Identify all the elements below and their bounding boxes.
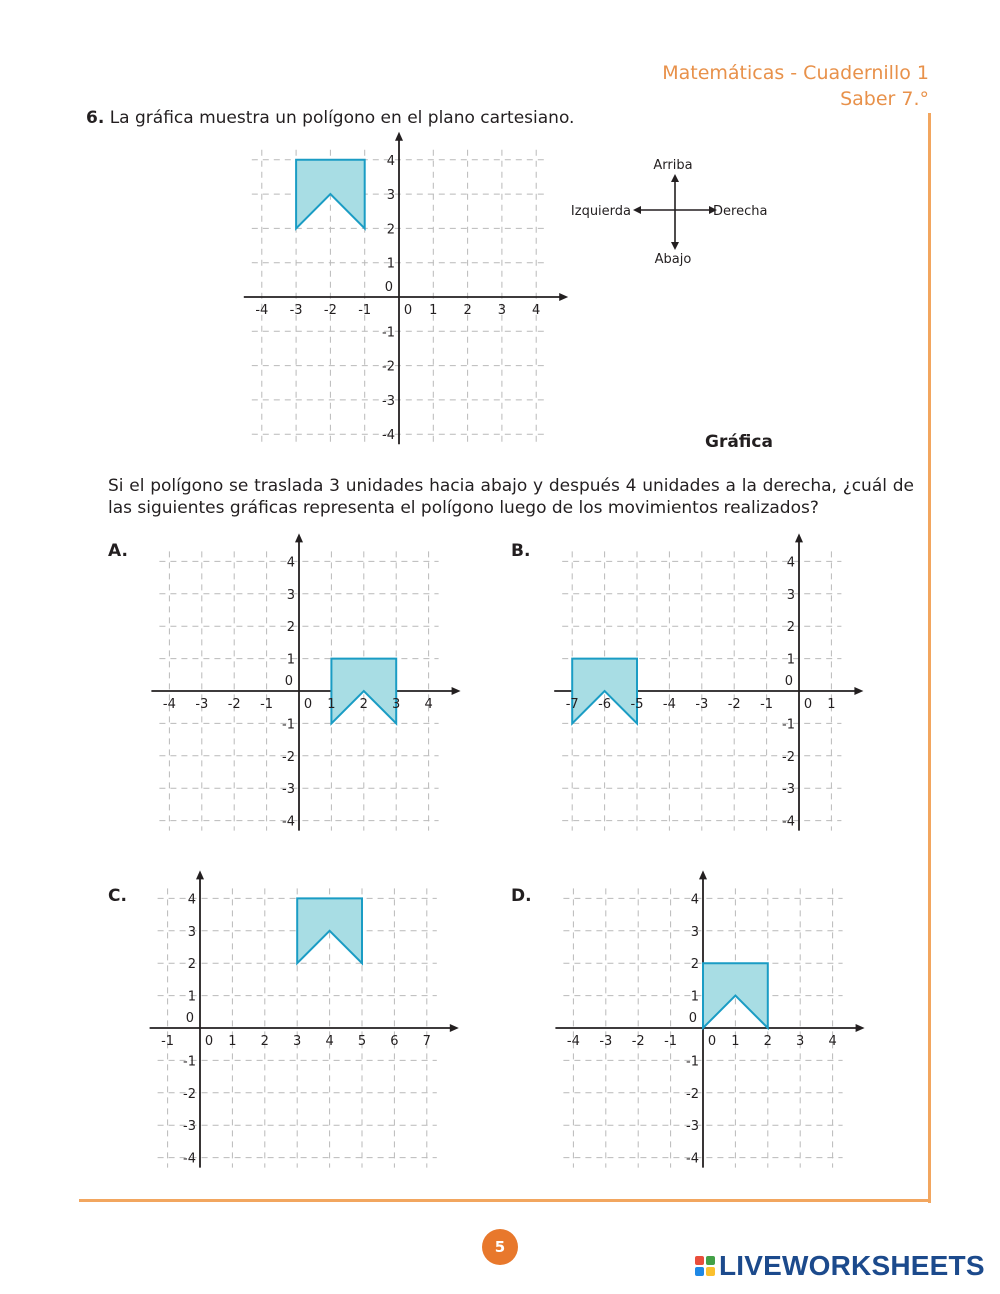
y-axis-arrow-icon: [699, 870, 707, 879]
option-c-letter[interactable]: C.: [108, 886, 127, 906]
x-axis-arrow-icon: [452, 687, 461, 695]
y-tick-label: -3: [282, 782, 295, 798]
polygon-shape: [572, 659, 637, 724]
arrow-left-icon: [633, 206, 641, 214]
page-number-badge: 5: [482, 1229, 518, 1265]
y-tick-label: -1: [686, 1054, 699, 1070]
x-tick-label: -2: [631, 1034, 645, 1049]
y-tick-label: -4: [686, 1151, 699, 1167]
x-tick-label: -2: [727, 697, 741, 712]
x-axis-arrow-icon: [856, 1024, 865, 1032]
frame-border-bottom: [79, 1199, 931, 1202]
polygon-shape: [331, 659, 396, 724]
origin-label: 0: [185, 1011, 194, 1026]
x-tick-label: -2: [323, 303, 337, 318]
y-axis-arrow-icon: [795, 533, 803, 542]
x-tick-label: 1: [429, 303, 438, 318]
x-tick-label: -3: [695, 697, 709, 712]
x-tick-label: 2: [359, 697, 368, 712]
y-tick-label: 1: [386, 256, 395, 272]
x-tick-label: 0: [803, 697, 813, 712]
y-axis-arrow-icon: [395, 132, 403, 141]
y-tick-label: -3: [183, 1119, 196, 1135]
y-tick-label: -1: [282, 717, 295, 733]
option-d-letter[interactable]: D.: [511, 886, 532, 906]
x-tick-label: 3: [293, 1034, 302, 1049]
x-tick-label: 1: [228, 1034, 237, 1049]
x-tick-label: -4: [162, 697, 176, 712]
brand-text: LIVEWORKSHEETS: [719, 1250, 985, 1281]
y-tick-label: 1: [187, 989, 196, 1005]
option-b-letter[interactable]: B.: [511, 541, 531, 561]
arrow-up-icon: [671, 174, 679, 182]
x-tick-label: -1: [664, 1034, 678, 1049]
x-tick-label: 2: [763, 1034, 772, 1049]
y-tick-label: 3: [386, 188, 395, 204]
question-prompt-line: [86, 108, 574, 128]
liveworksheets-logo: [695, 1250, 985, 1282]
y-tick-label: -2: [183, 1086, 196, 1102]
x-tick-label: -2: [227, 697, 241, 712]
y-tick-label: 3: [286, 587, 295, 603]
x-tick-label: -3: [289, 303, 303, 318]
x-tick-label: -5: [630, 697, 644, 712]
y-tick-label: 4: [286, 555, 295, 571]
y-tick-label: 4: [786, 555, 795, 571]
y-tick-label: -2: [686, 1086, 699, 1102]
option-b-graph[interactable]: [550, 540, 870, 840]
x-tick-label: 4: [532, 303, 541, 318]
origin-label: 0: [688, 1011, 697, 1026]
y-tick-label: 4: [386, 153, 395, 169]
question-prompt: La gráfica muestra un polígono en el plano cartesiano.: [109, 108, 575, 128]
y-tick-label: -2: [282, 749, 295, 765]
y-tick-label: 3: [786, 587, 795, 603]
origin-label: 0: [284, 674, 293, 689]
y-tick-label: -4: [282, 814, 295, 830]
x-tick-label: -4: [255, 303, 269, 318]
y-tick-label: -3: [782, 782, 795, 798]
compass-down-label: Abajo: [654, 252, 692, 267]
x-tick-label: -7: [565, 697, 579, 712]
x-tick-label: -4: [566, 1034, 580, 1049]
y-tick-label: -3: [686, 1119, 699, 1135]
origin-label: 0: [384, 280, 393, 295]
y-tick-label: 3: [187, 924, 196, 940]
x-axis-arrow-icon: [854, 687, 863, 695]
liveworksheets-logo-icon: [695, 1256, 715, 1276]
x-tick-label: -6: [598, 697, 612, 712]
polygon-shape: [703, 963, 768, 1028]
compass-right-label: Derecha: [713, 204, 768, 219]
compass-left-label: Izquierda: [570, 204, 631, 219]
y-tick-label: -1: [782, 717, 795, 733]
arrow-down-icon: [671, 242, 679, 250]
y-tick-label: -3: [382, 393, 395, 409]
y-tick-label: 4: [690, 892, 699, 908]
y-tick-label: 3: [690, 924, 699, 940]
x-tick-label: 0: [303, 697, 313, 712]
x-tick-label: 3: [497, 303, 507, 318]
y-tick-label: 4: [187, 892, 196, 908]
page-header: [662, 60, 929, 112]
x-tick-label: 3: [796, 1034, 805, 1049]
x-tick-label: 2: [260, 1034, 269, 1049]
x-tick-label: 1: [327, 697, 336, 712]
y-tick-label: 2: [286, 620, 295, 636]
y-tick-label: -4: [782, 814, 795, 830]
x-tick-label: 3: [392, 697, 401, 712]
y-tick-label: 2: [386, 222, 395, 238]
y-tick-label: -4: [382, 428, 395, 444]
y-axis-arrow-icon: [295, 533, 303, 542]
main-graph: [240, 140, 570, 450]
x-tick-label: 1: [731, 1034, 740, 1049]
x-tick-label: 4: [325, 1034, 334, 1049]
y-tick-label: -2: [382, 359, 395, 375]
frame-border-right: [928, 113, 931, 1203]
option-d-graph[interactable]: [555, 876, 875, 1176]
y-tick-label: 2: [690, 957, 699, 973]
x-tick-label: -1: [358, 303, 372, 318]
x-axis-arrow-icon: [559, 293, 568, 301]
y-tick-label: -4: [183, 1151, 196, 1167]
x-tick-label: -3: [195, 697, 209, 712]
option-c-graph[interactable]: [140, 876, 460, 1176]
option-a-letter[interactable]: A.: [108, 541, 128, 561]
grafica-caption: Gráfica: [705, 432, 773, 452]
x-tick-label: 4: [424, 697, 433, 712]
x-tick-label: -1: [161, 1034, 175, 1049]
x-tick-label: 2: [463, 303, 472, 318]
x-tick-label: 7: [422, 1034, 431, 1049]
x-tick-label: 6: [390, 1034, 399, 1049]
polygon-shape: [297, 898, 362, 963]
y-tick-label: -1: [382, 325, 395, 341]
x-tick-label: -3: [599, 1034, 613, 1049]
option-a-graph[interactable]: [145, 540, 465, 840]
subject-title: Matemáticas - Cuadernillo 1: [662, 62, 929, 84]
question-text: Si el polígono se traslada 3 unidades hacia abajo y después 4 unidades a la derecha, ¿cuál de las siguientes gráficas representa el polígono luego de los movimientos realizados?: [108, 476, 914, 518]
x-tick-label: -1: [760, 697, 774, 712]
direction-compass: [565, 152, 780, 272]
grade-level: Saber 7.°: [840, 88, 929, 110]
y-tick-label: 1: [786, 652, 795, 668]
origin-label: 0: [784, 674, 793, 689]
x-tick-label: 4: [828, 1034, 837, 1049]
y-tick-label: 1: [690, 989, 699, 1005]
question-number: 6.: [86, 108, 105, 128]
x-tick-label: 1: [827, 697, 836, 712]
x-axis-arrow-icon: [450, 1024, 459, 1032]
x-tick-label: -4: [662, 697, 676, 712]
y-axis-arrow-icon: [196, 870, 204, 879]
y-tick-label: 2: [187, 957, 196, 973]
x-tick-label: 5: [357, 1034, 367, 1049]
x-tick-label: -1: [260, 697, 274, 712]
compass-up-label: Arriba: [653, 158, 693, 173]
y-tick-label: -1: [183, 1054, 196, 1070]
x-tick-label: 0: [707, 1034, 717, 1049]
y-tick-label: 2: [786, 620, 795, 636]
x-tick-label: 0: [204, 1034, 214, 1049]
y-tick-label: 1: [286, 652, 295, 668]
x-tick-label: 0: [403, 303, 413, 318]
y-tick-label: -2: [782, 749, 795, 765]
